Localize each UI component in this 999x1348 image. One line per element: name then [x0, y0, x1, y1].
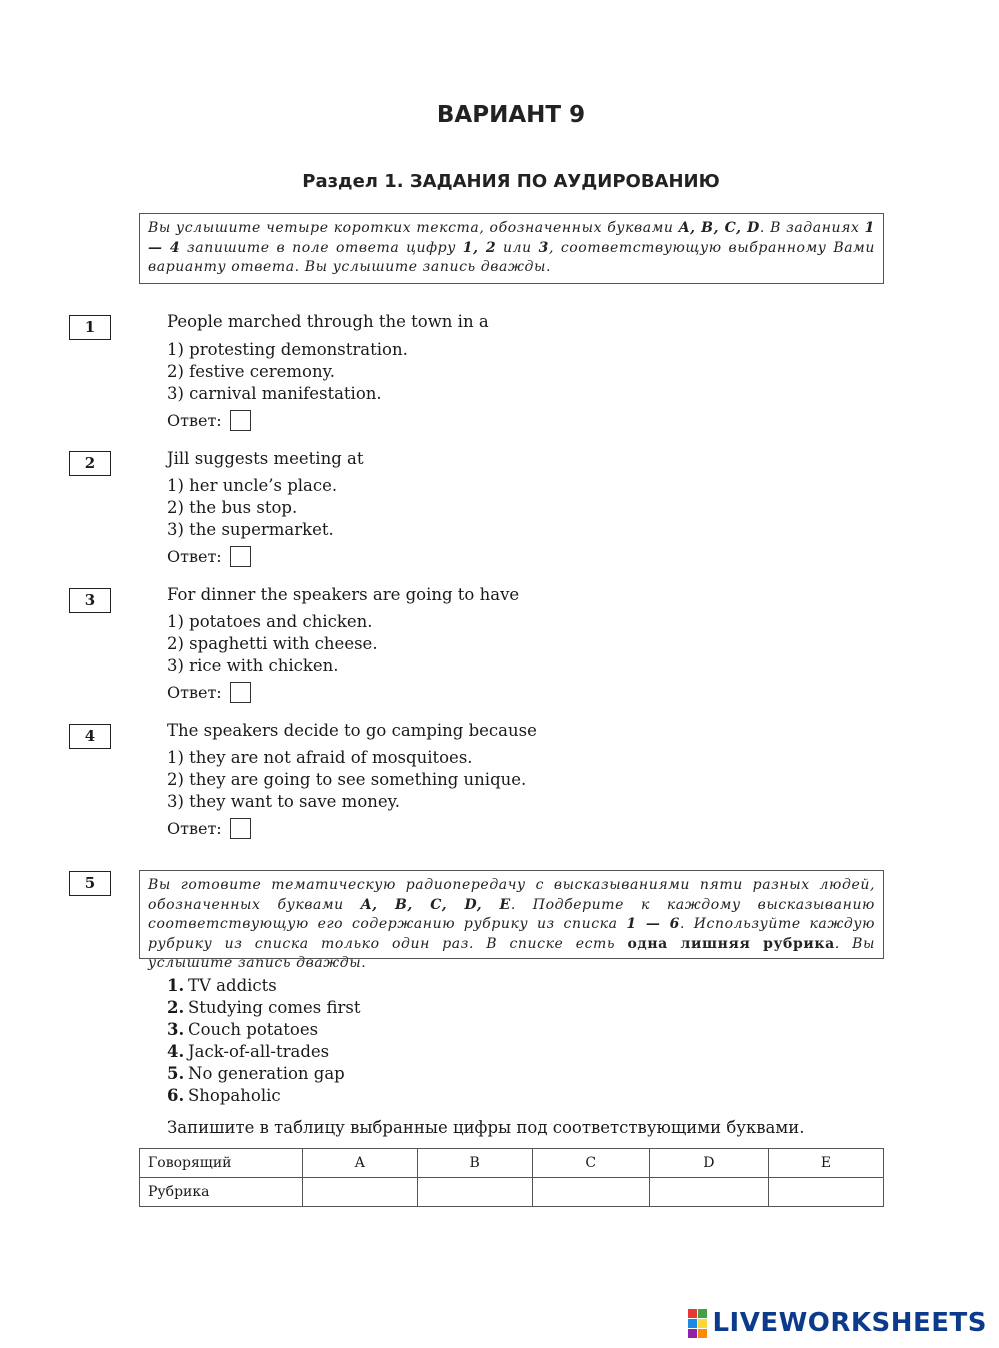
- question-options-3: [167, 611, 378, 677]
- brand-name: LIVEWORKSHEETS: [712, 1308, 987, 1338]
- rubric-item: 2. Studying comes first: [167, 998, 361, 1017]
- rubric-item: 4. Jack-of-all-trades: [167, 1042, 330, 1061]
- table-header-cell: C: [532, 1149, 649, 1178]
- option: 2) the bus stop.: [167, 498, 298, 517]
- task5-instructions-box: Вы готовите тематическую радиопередачу с высказываниями пяти разных людей, обозначенных буквами A, B, C, D, E. Подберите к каждому высказыванию соответствующую его содержанию рубрику из списка 1 — 6. Используйте каждую рубрику из списка только один раз. В списке есть одна лишняя рубрика. Вы услышите запись дважды.: [139, 870, 884, 959]
- option: 3) they want to save money.: [167, 792, 401, 811]
- table-row-label: Рубрика: [140, 1178, 303, 1207]
- answer-box-1[interactable]: [230, 410, 251, 431]
- table-row-label: Говорящий: [140, 1149, 303, 1178]
- question-options-1: [167, 339, 408, 405]
- table-row: [140, 1149, 884, 1178]
- instructions-box: Вы услышите четыре коротких текста, обозначенных буквами A, B, C, D. В заданиях 1 — 4 запишите в поле ответа цифру 1, 2 или 3, соответствующую выбранному Вами варианту ответа. Вы услышите запись дважды.: [139, 213, 884, 284]
- liveworksheets-logo: [688, 1308, 987, 1338]
- answer-table: [139, 1148, 884, 1207]
- logo-cube: [698, 1329, 707, 1338]
- rubric-item: 6. Shopaholic: [167, 1086, 281, 1105]
- option: 2) they are going to see something unique.: [167, 770, 527, 789]
- answer-cell-b[interactable]: [417, 1178, 532, 1207]
- answer-cell-d[interactable]: [649, 1178, 768, 1207]
- option: 1) protesting demonstration.: [167, 340, 408, 359]
- table-header-cell: E: [768, 1149, 883, 1178]
- rubric-item: 3. Couch potatoes: [167, 1020, 319, 1039]
- answer-row-4: [167, 818, 251, 839]
- option: 2) festive ceremony.: [167, 362, 335, 381]
- answer-label: Ответ:: [167, 819, 222, 838]
- question-number-5: 5: [69, 871, 111, 896]
- option: 1) her uncle’s place.: [167, 476, 338, 495]
- answer-box-3[interactable]: [230, 682, 251, 703]
- option: 1) potatoes and chicken.: [167, 612, 373, 631]
- table-row: [140, 1178, 884, 1207]
- rubric-list: [167, 975, 360, 1107]
- option: 3) the supermarket.: [167, 520, 334, 539]
- answer-cell-a[interactable]: [303, 1178, 418, 1207]
- table-header-cell: B: [417, 1149, 532, 1178]
- table-header-cell: A: [303, 1149, 418, 1178]
- answer-cell-e[interactable]: [768, 1178, 883, 1207]
- answer-row-2: [167, 546, 251, 567]
- logo-cube: [688, 1329, 697, 1338]
- logo-cube: [698, 1319, 707, 1328]
- question-number-3: 3: [69, 588, 111, 613]
- logo-cube: [688, 1319, 697, 1328]
- question-number-1: 1: [69, 315, 111, 340]
- option: 1) they are not afraid of mosquitoes.: [167, 748, 473, 767]
- answer-box-2[interactable]: [230, 546, 251, 567]
- question-stem-2: Jill suggests meeting at: [167, 449, 364, 468]
- table-header-cell: D: [649, 1149, 768, 1178]
- logo-cube: [688, 1309, 697, 1318]
- section-title: Раздел 1. ЗАДАНИЯ ПО АУДИРОВАНИЮ: [302, 171, 720, 192]
- answer-box-4[interactable]: [230, 818, 251, 839]
- answer-row-3: [167, 682, 251, 703]
- option: 2) spaghetti with cheese.: [167, 634, 378, 653]
- rubric-item: 1. TV addicts: [167, 976, 277, 995]
- option: 3) carnival manifestation.: [167, 384, 382, 403]
- answer-label: Ответ:: [167, 683, 222, 702]
- question-stem-3: For dinner the speakers are going to have: [167, 585, 520, 604]
- question-stem-4: The speakers decide to go camping because: [167, 721, 537, 740]
- question-stem-1: People marched through the town in a: [167, 312, 489, 331]
- question-options-2: [167, 475, 337, 541]
- table-instruction: Запишите в таблицу выбранные цифры под соответствующими буквами.: [167, 1118, 805, 1137]
- question-options-4: [167, 747, 526, 813]
- answer-label: Ответ:: [167, 547, 222, 566]
- page-title: ВАРИАНТ 9: [436, 102, 586, 128]
- logo-cubes-icon: [688, 1309, 707, 1338]
- option: 3) rice with chicken.: [167, 656, 339, 675]
- answer-label: Ответ:: [167, 411, 222, 430]
- question-number-4: 4: [69, 724, 111, 749]
- answer-row-1: [167, 410, 251, 431]
- answer-cell-c[interactable]: [532, 1178, 649, 1207]
- rubric-item: 5. No generation gap: [167, 1064, 345, 1083]
- logo-cube: [698, 1309, 707, 1318]
- question-number-2: 2: [69, 451, 111, 476]
